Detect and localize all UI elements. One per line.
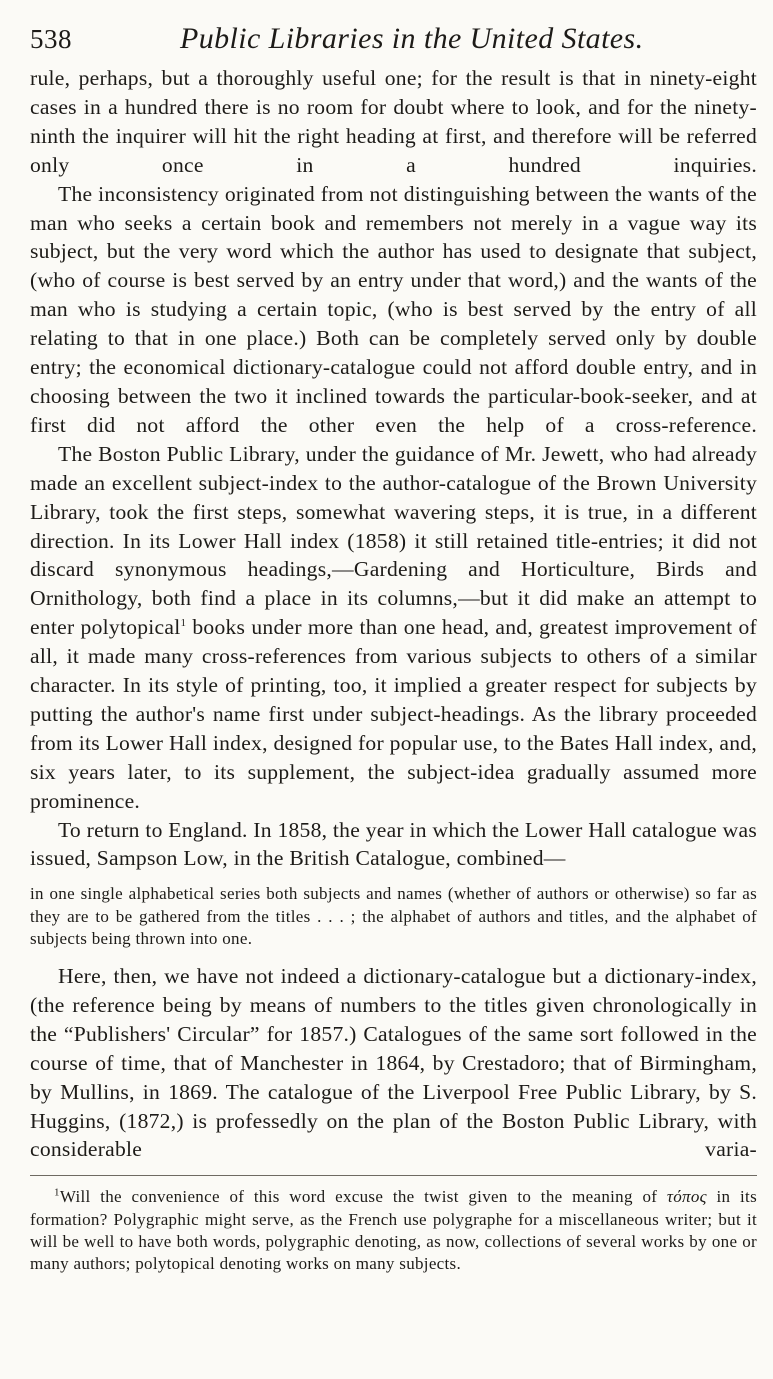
paragraph-continued: rule, perhaps, but a thoroughly useful one; for the result is that in ninety-eight cases in a hundred there is no room for doubt where to look, and for the ninety-ninth the inquirer will hit the right heading at first, and therefore will be referred only once in a hundred inquiries.: [30, 66, 757, 177]
footnote: [30, 1186, 757, 1275]
paragraph-text: books under more than one head, and, greatest improvement of all, it made many cross-references from various subjects to others of a similar character. In its style of printing, too, it implied a greater respect for subjects by putting the author's name first under subject-headings. As the library proceeded from its Lower Hall index, designed for popular use, to the Bates Hall index, and, six years later, to its supplement, the subject-idea gradually assumed more prominence.: [30, 615, 757, 813]
footnote-greek-word: τόπος: [666, 1187, 707, 1207]
running-title: Public Libraries in the United States.: [180, 22, 644, 55]
page-number: 538: [30, 24, 72, 54]
footnote-marker: 1: [54, 1186, 60, 1199]
paragraph-inconsistency: The inconsistency originated from not distinguishing between the wants of the man who seeks a certain book and remembers not merely in a vague way its subject, but the very word which the author has used to designate that subject, (who of course is best served by an entry under that word,) and the wants of the man who is studying a certain topic, (who is best served by the entry of all relating to that in one place.) Both can be completely served only by double entry; the economical dictionary-catalogue could not afford double entry, and in choosing between the two it inclined towards the particular-book-seeker, and at first did not afford the other even the help of a cross-reference.: [30, 181, 757, 437]
footnote-divider: [30, 1175, 757, 1176]
paragraph-boston-library: [30, 440, 757, 816]
footnote-reference: 1: [180, 617, 187, 630]
block-quote: in one single alphabetical series both subjects and names (whether of authors or otherwise) so far as they are to be gathered from the titles . . . ; the alphabet of authors and titles, and the alphabet of subjects being thrown into one.: [30, 884, 757, 948]
footnote-text: Will the convenience of this word excuse the twist given to the meaning of: [59, 1187, 667, 1207]
body-text: [30, 64, 757, 1164]
footnote-text: in its formation? Polygraphic might serve, as the French use polygraphe for a miscellaneous writer; but it will be well to have both words, polygraphic denoting, as now, collections of several works by one or many authors; polytopical denoting works on many subjects.: [30, 1187, 757, 1273]
paragraph-text: The Boston Public Library, under the guidance of Mr. Jewett, who had already made an excellent subject-index to the author-catalogue of the Brown University Library, took the first steps, somewhat wavering steps, it is true, in a different direction. In its Lower Hall index (1858) it still retained title-entries; it did not discard synonymous headings,—Gardening and Horticulture, Birds and Ornithology, both find a place in its columns,—but it did make an attempt to enter polytopical: [30, 441, 757, 640]
paragraph-england: To return to England. In 1858, the year in which the Lower Hall catalogue was issued, Sampson Low, in the British Catalogue, combined—: [30, 817, 757, 871]
paragraph-dictionary-index: Here, then, we have not indeed a dictionary-catalogue but a dictionary-index, (the reference being by means of numbers to the titles given chronologically in the “Publishers' Circular” for 1857.) Catalogues of the same sort followed in the course of time, that of Manchester in 1864, by Crestadoro; that of Birmingham, by Mullins, in 1869. The catalogue of the Liverpool Free Public Library, by S. Huggins, (1872,) is professedly on the plan of the Boston Public Library, with considerable varia-: [30, 963, 757, 1162]
running-head: [30, 22, 757, 64]
